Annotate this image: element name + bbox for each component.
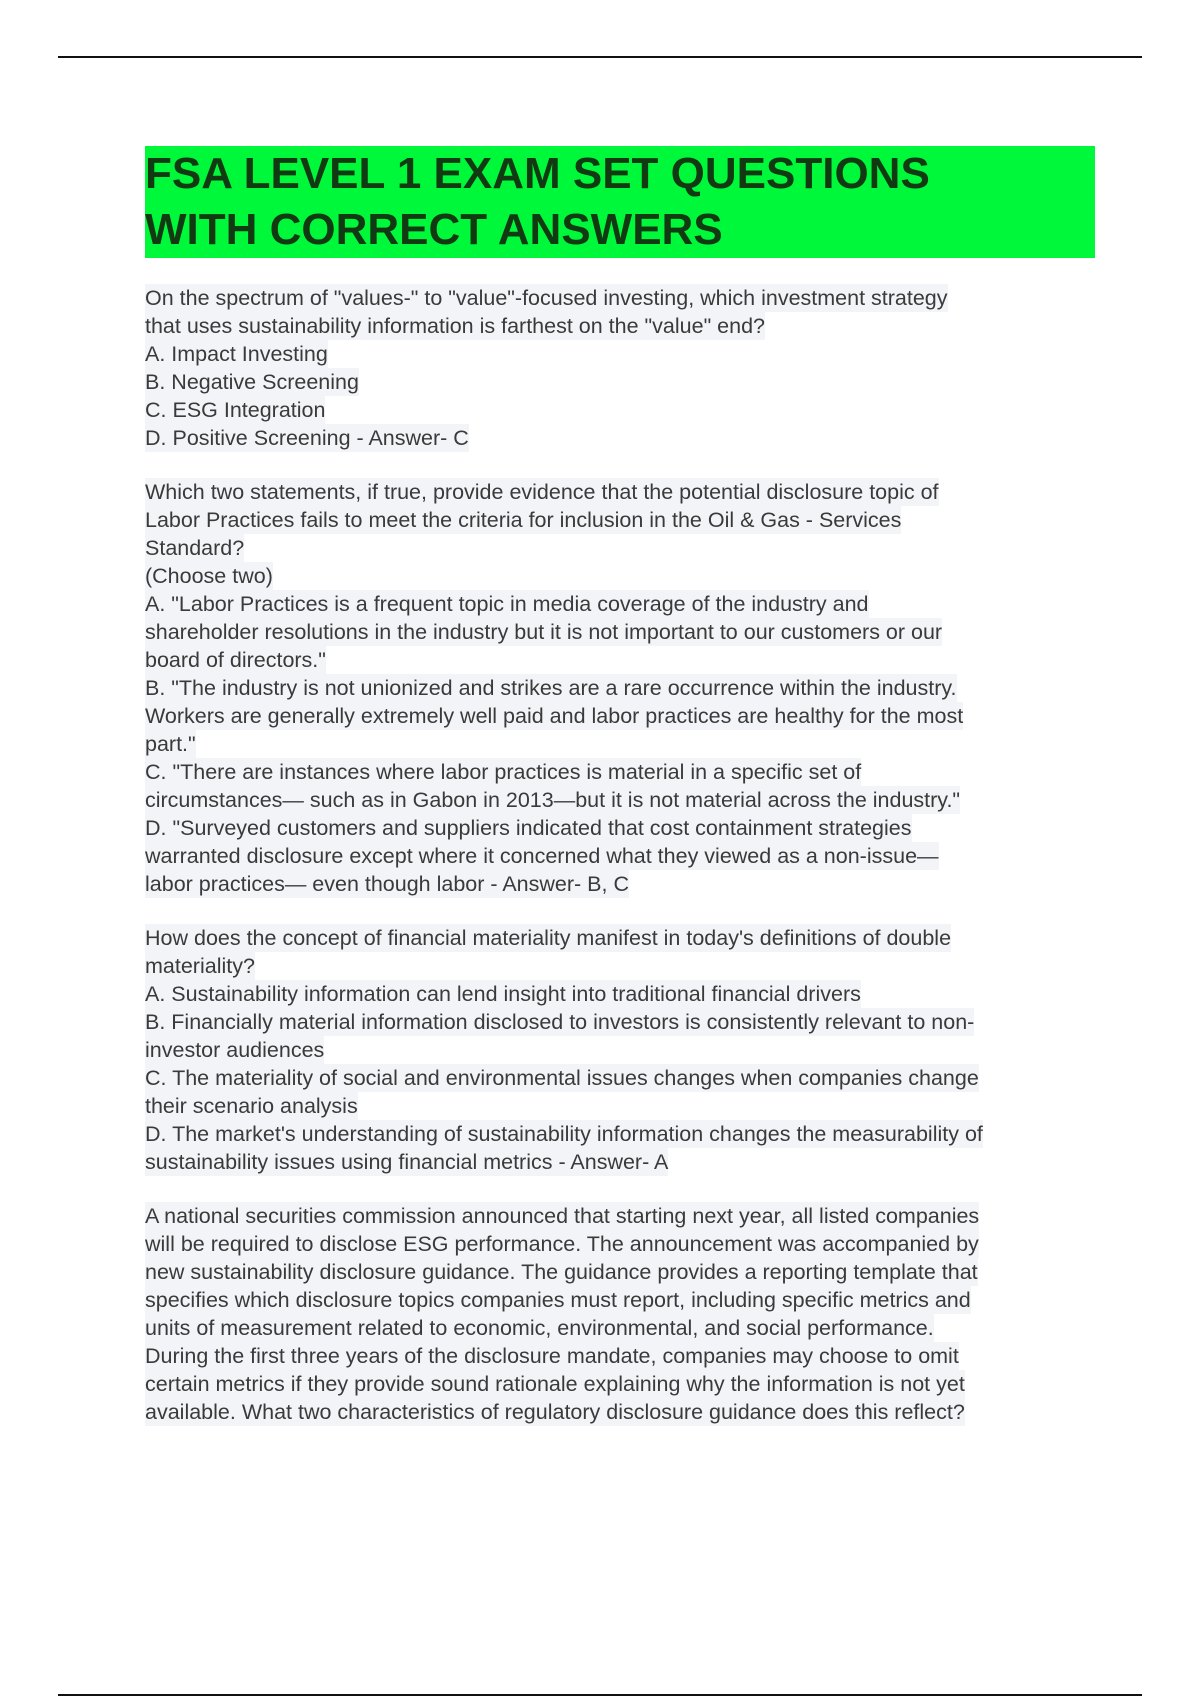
question-text-line: (Choose two) — [145, 564, 273, 588]
question-text-line: B. Financially material information disclosed to investors is consistently relevant to non- — [145, 1010, 975, 1034]
question-text-line: Which two statements, if true, provide evidence that the potential disclosure topic of — [145, 480, 939, 504]
question-text-line: Labor Practices fails to meet the criteria for inclusion in the Oil & Gas - Services — [145, 508, 902, 532]
question-text-line: circumstances— such as in Gabon in 2013—but it is not material across the industry." — [145, 788, 961, 812]
question-text-line: units of measurement related to economic, environmental, and social performance. — [145, 1316, 934, 1340]
question-text-line: A. Impact Investing — [145, 342, 328, 366]
question-text-line: D. "Surveyed customers and suppliers indicated that cost containment strategies — [145, 816, 912, 840]
question-text-line: specifies which disclosure topics companies must report, including specific metrics and — [145, 1288, 971, 1312]
question-text-line: C. ESG Integration — [145, 398, 326, 422]
question-text-line: part." — [145, 732, 196, 756]
question-text-line: D. The market's understanding of sustainability information changes the measurability of — [145, 1122, 983, 1146]
question-text-line: C. "There are instances where labor practices is material in a specific set of — [145, 760, 862, 784]
question-text-line: C. The materiality of social and environmental issues changes when companies change — [145, 1066, 979, 1090]
question-text-line: A national securities commission announced that starting next year, all listed companies — [145, 1204, 980, 1228]
bottom-rule — [58, 1694, 1142, 1696]
question-text-line: new sustainability disclosure guidance. The guidance provides a reporting template that — [145, 1260, 978, 1284]
question-text-line: During the first three years of the disclosure mandate, companies may choose to omit — [145, 1344, 959, 1368]
document-body — [145, 146, 1095, 1452]
question-block — [145, 478, 1095, 898]
question-text-line: B. "The industry is not unionized and strikes are a rare occurrence within the industry. — [145, 676, 957, 700]
question-block — [145, 924, 1095, 1176]
question-text-line: certain metrics if they provide sound rationale explaining why the information is not yet — [145, 1372, 965, 1396]
question-text-line: A. Sustainability information can lend insight into traditional financial drivers — [145, 982, 861, 1006]
question-block — [145, 284, 1095, 452]
title-line-1: FSA LEVEL 1 EXAM SET QUESTIONS — [145, 146, 1095, 202]
top-rule — [58, 56, 1142, 58]
question-text-line: board of directors." — [145, 648, 326, 672]
question-text-line: that uses sustainability information is farthest on the "value" end? — [145, 314, 766, 338]
question-text-line: D. Positive Screening - Answer- C — [145, 426, 469, 450]
title-line-2: WITH CORRECT ANSWERS — [145, 202, 1095, 258]
question-block — [145, 1202, 1095, 1426]
question-text-line: shareholder resolutions in the industry but it is not important to our customers or our — [145, 620, 943, 644]
question-text-line: A. "Labor Practices is a frequent topic in media coverage of the industry and — [145, 592, 869, 616]
question-list — [145, 284, 1095, 1426]
question-text-line: Workers are generally extremely well paid and labor practices are healthy for the most — [145, 704, 964, 728]
question-text-line: available. What two characteristics of regulatory disclosure guidance does this reflect? — [145, 1400, 965, 1424]
question-text-line: will be required to disclose ESG performance. The announcement was accompanied by — [145, 1232, 979, 1256]
question-text-line: On the spectrum of "values-" to "value"-focused investing, which investment strategy — [145, 286, 948, 310]
question-text-line: B. Negative Screening — [145, 370, 359, 394]
question-text-line: investor audiences — [145, 1038, 325, 1062]
question-text-line: their scenario analysis — [145, 1094, 358, 1118]
question-text-line: Standard? — [145, 536, 245, 560]
question-text-line: labor practices— even though labor - Answer- B, C — [145, 872, 629, 896]
question-text-line: materiality? — [145, 954, 255, 978]
question-text-line: sustainability issues using financial metrics - Answer- A — [145, 1150, 669, 1174]
question-text-line: warranted disclosure except where it concerned what they viewed as a non-issue— — [145, 844, 939, 868]
question-text-line: How does the concept of financial materiality manifest in today's definitions of double — [145, 926, 952, 950]
document-title — [145, 146, 1095, 258]
